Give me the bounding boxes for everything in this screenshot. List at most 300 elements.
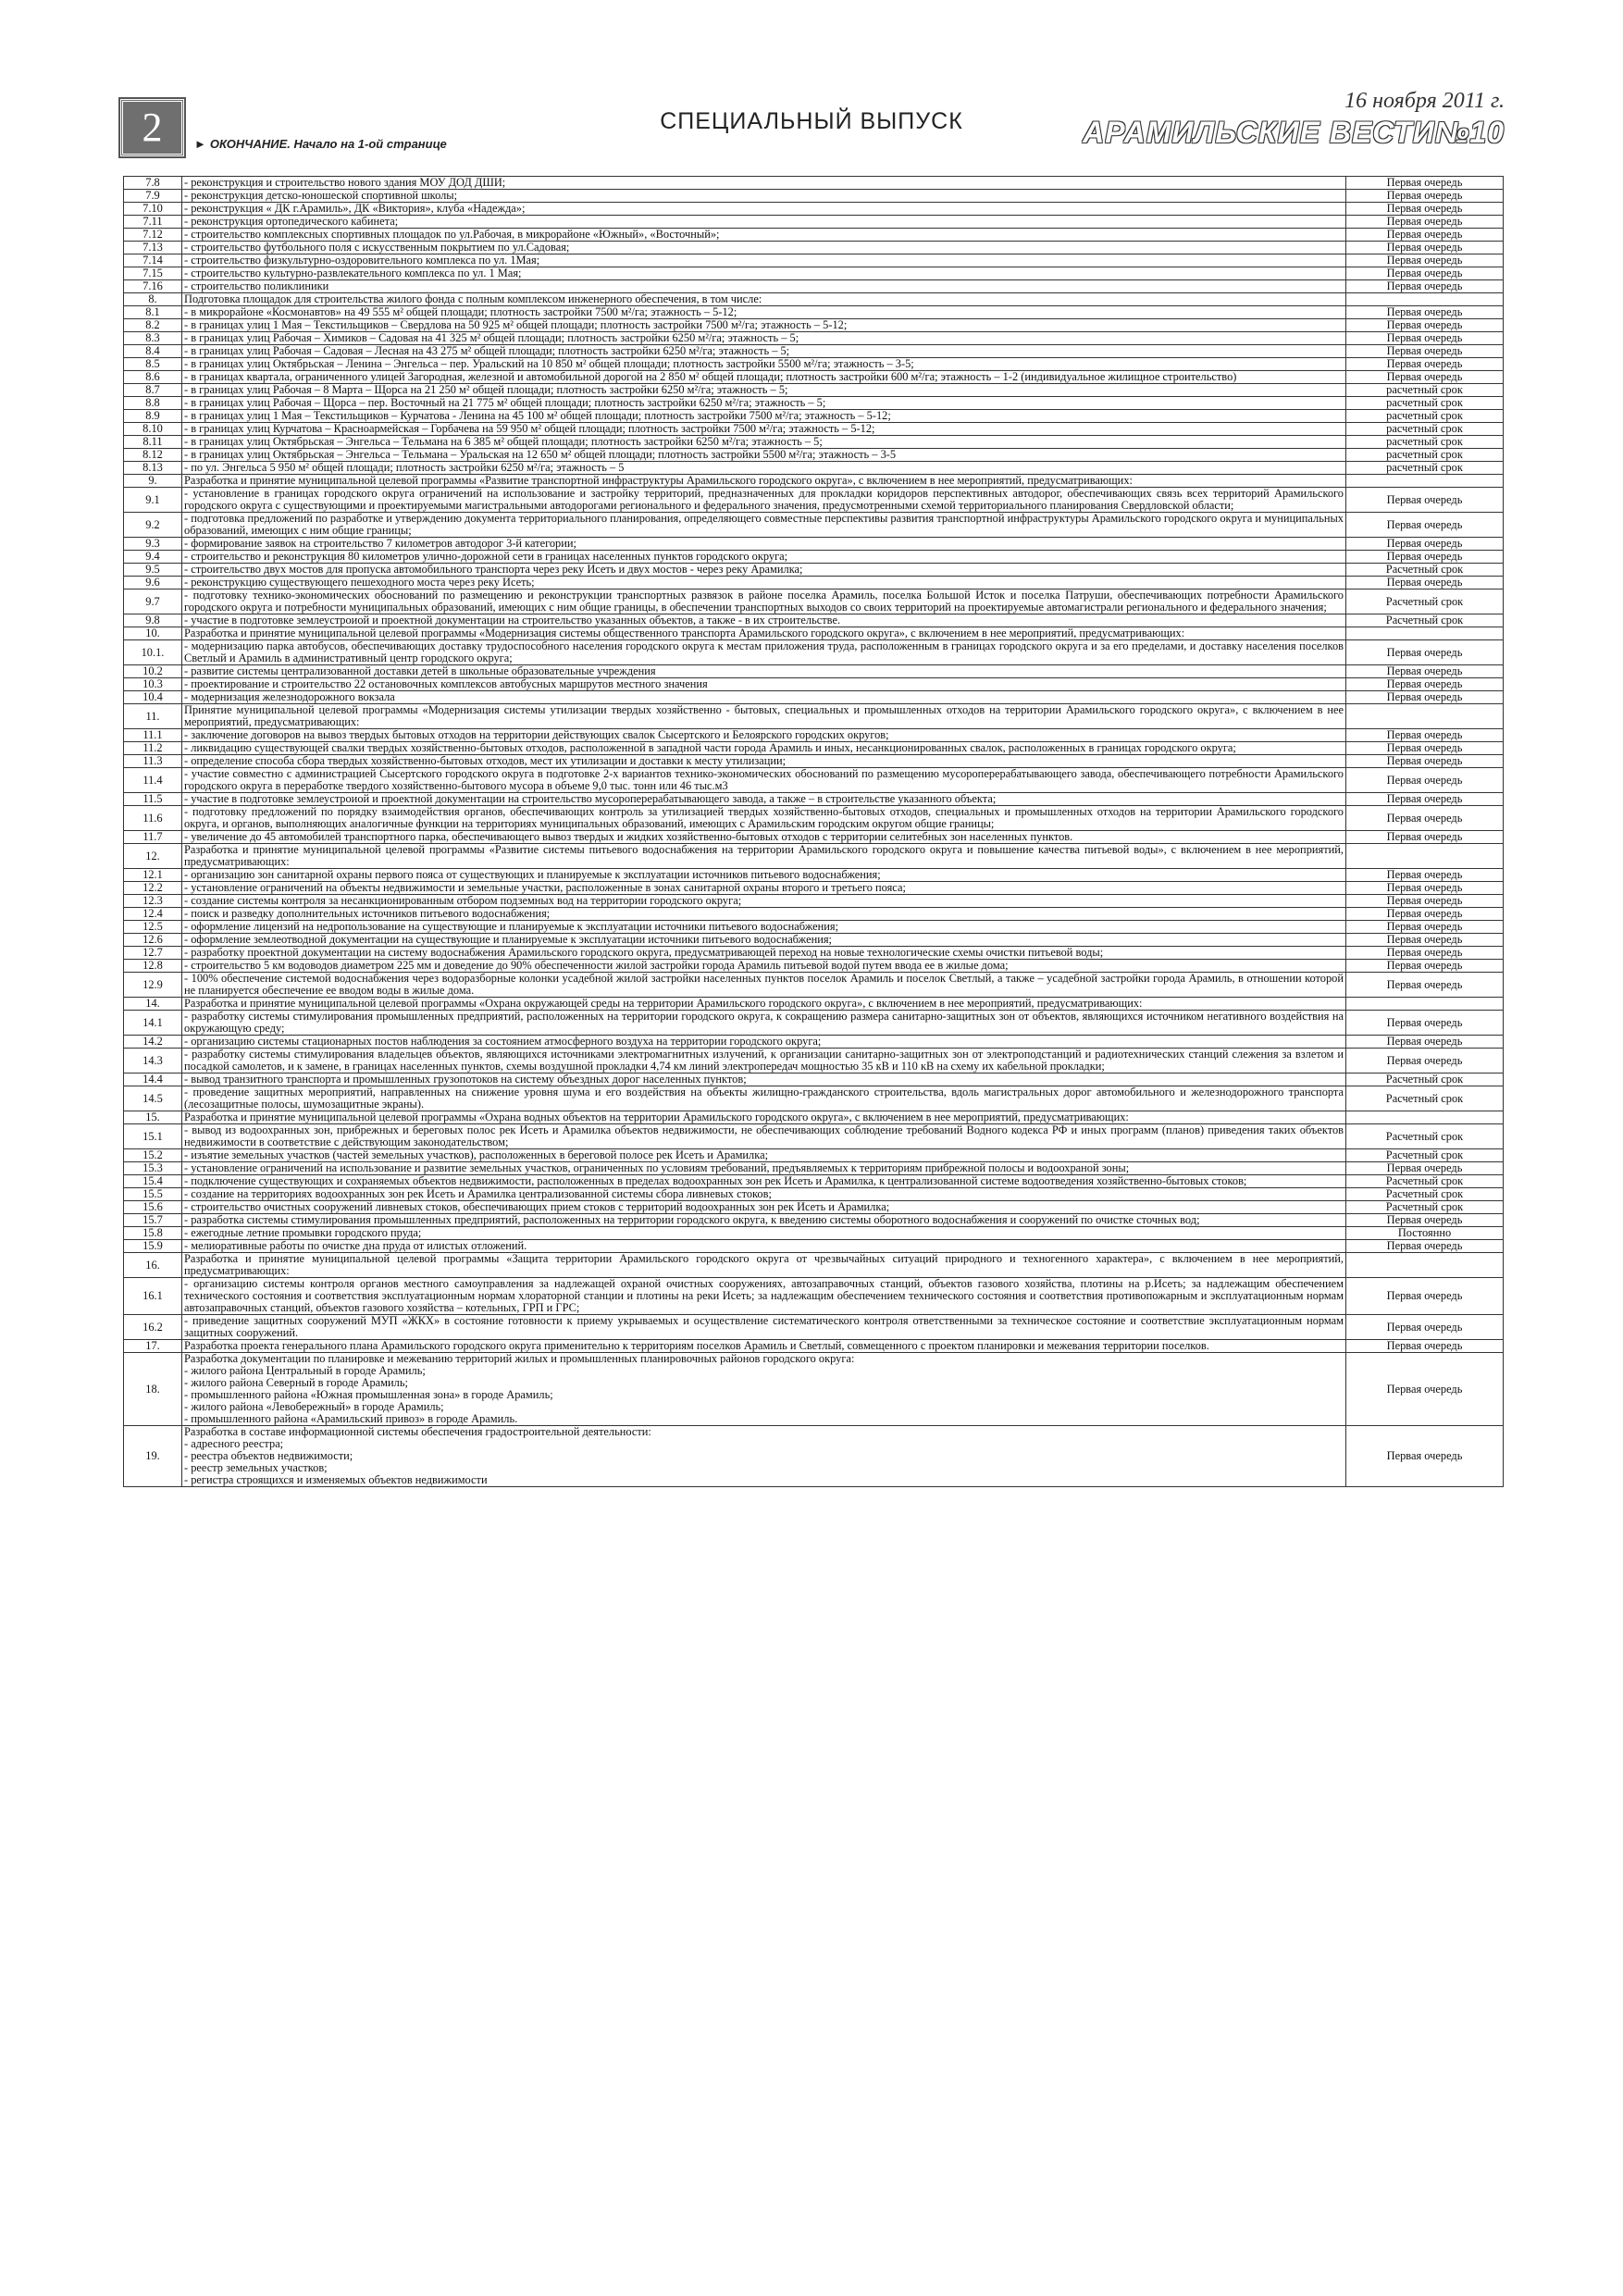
table-row [124, 1149, 1504, 1162]
row-term: Первая очередь [1346, 358, 1504, 371]
table-row [124, 345, 1504, 358]
row-term: расчетный срок [1346, 462, 1504, 475]
table-row [124, 397, 1504, 410]
row-text: - строительство очистных сооружений ливневых стоков, обеспечивающих прием стоков с территорий водоохранных зон рек Исеть и Арамилка; [182, 1201, 1346, 1214]
issue-title: СПЕЦИАЛЬНЫЙ ВЫПУСК [660, 108, 963, 134]
row-term: Расчетный срок [1346, 590, 1504, 614]
row-text: - в границах улиц Октябрьская – Ленина – Энгельса – пер. Уральский на 10 850 м² общей площади; плотность застройки 5500 м²/га; этажность – 3-5; [182, 358, 1346, 371]
row-text: - в границах улиц Октябрьская – Энгельса – Тельмана – Уральская на 12 650 м² общей площади; плотность застройки 5500 м²/га; этажность – 3-5 [182, 449, 1346, 462]
row-text: - создание на территориях водоохранных зон рек Исеть и Арамилка централизованной системы сбора ливневых стоков; [182, 1188, 1346, 1201]
row-term: Первая очередь [1346, 908, 1504, 921]
row-text: - вывод транзитного транспорта и промышленных грузопотоков на систему объездных дорог населенных пунктов; [182, 1074, 1346, 1086]
table-row [124, 844, 1504, 869]
row-number: 10.2 [124, 665, 182, 678]
row-number: 9.4 [124, 551, 182, 564]
row-term: Постоянно [1346, 1227, 1504, 1240]
row-text: - в границах улиц Курчатова – Красноармейская – Горбачева на 59 950 м² общей площади; плотность застройки 7500 м²/га; этажность – 5-12; [182, 423, 1346, 436]
row-text: - проведение защитных мероприятий, направленных на снижение уровня шума и его воздействия на объекты жилищно-гражданского строительства, вдоль магистральных дорог автомобильного и железнодорожного транспорта (лесозащитные полосы, шумозащитные экраны). [182, 1086, 1346, 1111]
row-number: 12.3 [124, 895, 182, 908]
table-row [124, 1253, 1504, 1278]
row-number: 12.8 [124, 960, 182, 973]
row-number: 10. [124, 627, 182, 640]
row-number: 10.3 [124, 678, 182, 691]
newspaper-title: АРАМИЛЬСКИЕ ВЕСТИ [1083, 116, 1435, 149]
row-text: - строительство комплексных спортивных площадок по ул.Рабочая, в микрорайоне «Южный», «Восточный»; [182, 229, 1346, 242]
row-term: Расчетный срок [1346, 1201, 1504, 1214]
row-number: 11.4 [124, 768, 182, 793]
row-text: - подготовку технико-экономических обоснований по размещению и реконструкции транспортных развязок в районе поселка Арамиль, поселка Большой Исток и поселка Патруши, обеспечивающих потребности Арамильского городского округа и потребности муниципальных образований, имеющих с ним общие границы, в обеспечении транспортных выходов со своих территорий на проектируемые автомагистрали регионального и федерального значения; [182, 590, 1346, 614]
row-number: 8. [124, 293, 182, 306]
row-term: Первая очередь [1346, 1214, 1504, 1227]
table-row [124, 488, 1504, 513]
row-text: - строительство 5 км водоводов диаметром 225 мм и доведение до 90% обеспеченности жилой застройки города Арамиль питьевой водой путем ввода ее в жилые дома; [182, 960, 1346, 973]
table-row [124, 423, 1504, 436]
row-term: расчетный срок [1346, 384, 1504, 397]
table-row [124, 293, 1504, 306]
row-text: - увеличение до 45 автомобилей транспортного парка, обеспечивающего вывоз твердых и жидких хозяйственно-бытовых отходов с территории селитебных зон населенных пунктов. [182, 831, 1346, 844]
issue-number: №10 [1434, 116, 1505, 149]
table-row [124, 678, 1504, 691]
row-number: 8.10 [124, 423, 182, 436]
row-term: Первая очередь [1346, 806, 1504, 831]
row-term: Первая очередь [1346, 513, 1504, 538]
row-number: 9.8 [124, 614, 182, 627]
row-number: 14.3 [124, 1049, 182, 1074]
row-term: Первая очередь [1346, 947, 1504, 960]
row-number: 7.9 [124, 190, 182, 203]
table-row [124, 254, 1504, 267]
row-term: Первая очередь [1346, 793, 1504, 806]
row-text: - подготовку предложений по порядку взаимодействия органов, обеспечивающих контроль за утилизацией твердых хозяйственно-бытовых отходов, специальных и промышленных отходов на территории Арамильского городского округа, и органов, выполняющих аналогичные функции на территориях муниципальных образований, имеющих с Арамильским городским округом общие границы; [182, 806, 1346, 831]
row-number: 7.10 [124, 203, 182, 216]
table-row [124, 513, 1504, 538]
row-term: Первая очередь [1346, 229, 1504, 242]
row-term: Первая очередь [1346, 755, 1504, 768]
row-text: - в границах улиц 1 Мая – Текстильщиков – Курчатова - Ленина на 45 100 м² общей площади; плотность застройки 7500 м²/га; этажность – 5-12; [182, 410, 1346, 423]
table-row [124, 729, 1504, 742]
row-term: Первая очередь [1346, 691, 1504, 704]
row-text: Подготовка площадок для строительства жилого фонда с полным комплексом инженерного обеспечения, в том числе: [182, 293, 1346, 306]
row-number: 7.16 [124, 280, 182, 293]
row-number: 15.6 [124, 1201, 182, 1214]
row-number: 15.5 [124, 1188, 182, 1201]
table-row [124, 614, 1504, 627]
row-term: расчетный срок [1346, 410, 1504, 423]
row-number: 11.5 [124, 793, 182, 806]
row-text: - строительство культурно-развлекательного комплекса по ул. 1 Мая; [182, 267, 1346, 280]
page-number: 2 [120, 99, 184, 156]
table-row [124, 1086, 1504, 1111]
table-row [124, 882, 1504, 895]
row-term: Первая очередь [1346, 742, 1504, 755]
table-row [124, 242, 1504, 254]
table-row [124, 1278, 1504, 1315]
row-term: Расчетный срок [1346, 614, 1504, 627]
row-text: - модернизацию парка автобусов, обеспечивающих доставку трудоспособного населения городского округа к местам приложения труда, расположенным в границах городского округа и за его пределами, и доставку населения поселков Светлый и Арамиль в административный центр городского округа; [182, 640, 1346, 665]
row-term: Первая очередь [1346, 1426, 1504, 1487]
row-number: 12.5 [124, 921, 182, 934]
row-text: - по ул. Энгельса 5 950 м² общей площади; плотность застройки 6250 м²/га; этажность – 5 [182, 462, 1346, 475]
table-row [124, 1074, 1504, 1086]
table-row [124, 203, 1504, 216]
table-row [124, 371, 1504, 384]
row-text: - подготовка предложений по разработке и утверждению документа территориального планирования, определяющего совместные перспективы развития транспортной инфраструктуры Арамильского городского округа и муниципальных образований, имеющих с ним общие границы; [182, 513, 1346, 538]
row-text: - разработку системы стимулирования промышленных предприятий, расположенных на территории городского округа, к сокращению размера санитарно-защитных зон от объектов, являющихся источником негативного воздействия на окружающую среду; [182, 1011, 1346, 1036]
row-term: Первая очередь [1346, 577, 1504, 590]
row-number: 11.3 [124, 755, 182, 768]
table-row [124, 691, 1504, 704]
table-row [124, 410, 1504, 423]
row-number: 17. [124, 1340, 182, 1353]
row-number: 18. [124, 1353, 182, 1426]
row-term: Первая очередь [1346, 895, 1504, 908]
row-text: - разработка системы стимулирования промышленных предприятий, расположенных на территории городского округа, к введению системы оборотного водоснабжения и сооружений по очистке сточных вод; [182, 1214, 1346, 1227]
row-text: - реконструкция и строительство нового здания МОУ ДОД ДШИ; [182, 177, 1346, 190]
table-row [124, 358, 1504, 371]
row-number: 12. [124, 844, 182, 869]
table-row [124, 319, 1504, 332]
row-term: Первая очередь [1346, 1049, 1504, 1074]
table-row [124, 384, 1504, 397]
table-row [124, 1124, 1504, 1149]
row-term: Первая очередь [1346, 882, 1504, 895]
row-term: расчетный срок [1346, 423, 1504, 436]
row-number: 15.8 [124, 1227, 182, 1240]
row-term: расчетный срок [1346, 449, 1504, 462]
row-text: - проектирование и строительство 22 остановочных комплексов автобусных маршрутов местного значения [182, 678, 1346, 691]
newspaper-name [1083, 116, 1505, 150]
row-term: Расчетный срок [1346, 1074, 1504, 1086]
row-number: 12.1 [124, 869, 182, 882]
row-text: - модернизация железнодорожного вокзала [182, 691, 1346, 704]
row-text: - заключение договоров на вывоз твердых бытовых отходов на территории действующих свалок Сысертского и Белоярского городских округов; [182, 729, 1346, 742]
row-number: 19. [124, 1426, 182, 1487]
row-term: Первая очередь [1346, 1162, 1504, 1175]
row-number: 9.3 [124, 538, 182, 551]
masthead [1083, 89, 1505, 150]
row-number: 12.9 [124, 973, 182, 998]
row-text: - строительство футбольного поля с искусственным покрытием по ул.Садовая; [182, 242, 1346, 254]
row-number: 8.3 [124, 332, 182, 345]
row-term: Первая очередь [1346, 345, 1504, 358]
row-term: Первая очередь [1346, 665, 1504, 678]
row-text: - реконструкцию существующего пешеходного моста через реку Исеть; [182, 577, 1346, 590]
row-text: - строительство и реконструкция 80 километров улично-дорожной сети в границах населенных пунктов городского округа; [182, 551, 1346, 564]
row-number: 11. [124, 704, 182, 729]
row-number: 9.2 [124, 513, 182, 538]
table-row [124, 704, 1504, 729]
row-number: 15.7 [124, 1214, 182, 1227]
row-text: - в границах улиц Октябрьская – Энгельса – Тельмана на 6 385 м² общей площади; плотность застройки 6250 м²/га; этажность – 5; [182, 436, 1346, 449]
row-number: 8.9 [124, 410, 182, 423]
table-row [124, 538, 1504, 551]
row-number: 11.6 [124, 806, 182, 831]
row-number: 15.9 [124, 1240, 182, 1253]
table-row [124, 947, 1504, 960]
table-row [124, 1315, 1504, 1340]
row-text: - строительство двух мостов для пропуска автомобильного транспорта через реку Исеть и двух мостов - через реку Арамилка; [182, 564, 1346, 577]
row-text: - разработку системы стимулирования владельцев объектов, являющихся источниками электромагнитных излучений, к организации санитарно-защитных зон от электроподстанций и радиотехнических станций слежения за взлетом и посадкой самолетов, и к замене, в границах населенных пунктов, схемы воздушной прокладки 4,74 км линий электропередач мощностью 35 кВ и 110 кВ на схему их кабельной прокладки; [182, 1049, 1346, 1074]
table-row [124, 436, 1504, 449]
table-row [124, 895, 1504, 908]
table-row [124, 960, 1504, 973]
row-number: 9. [124, 475, 182, 488]
row-text: - поиск и разведку дополнительных источников питьевого водоснабжения; [182, 908, 1346, 921]
row-term [1346, 1253, 1504, 1278]
row-number: 10.4 [124, 691, 182, 704]
row-text: Разработка проекта генерального плана Арамильского городского округа применительно к территориям поселков Арамиль и Светлый, совмещенного с проектом планировки и межевания территории поселков. [182, 1340, 1346, 1353]
row-term: Первая очередь [1346, 729, 1504, 742]
row-term: Расчетный срок [1346, 1149, 1504, 1162]
row-text: - формирование заявок на строительство 7 километров автодорог 3-й категории; [182, 538, 1346, 551]
row-text: - оформление лицензий на недропользование на существующие и планируемые к эксплуатации источники питьевого водоснабжения; [182, 921, 1346, 934]
table-row [124, 921, 1504, 934]
table-row [124, 755, 1504, 768]
row-text: - в границах улиц Рабочая – 8 Марта – Щорса на 21 250 м² общей площади; плотность застройки 6250 м²/га; этажность – 5; [182, 384, 1346, 397]
row-number: 14.2 [124, 1036, 182, 1049]
row-term: Первая очередь [1346, 831, 1504, 844]
row-number: 9.1 [124, 488, 182, 513]
table-row [124, 998, 1504, 1011]
row-number: 16. [124, 1253, 182, 1278]
row-number: 15.4 [124, 1175, 182, 1188]
row-term: Первая очередь [1346, 1036, 1504, 1049]
row-number: 8.13 [124, 462, 182, 475]
row-text: Принятие муниципальной целевой программы «Модернизация системы утилизации твердых хозяйственно - бытовых, специальных и промышленных отходов на территории Арамильского городского округа», с включением в нее мероприятий, предусматривающих: [182, 704, 1346, 729]
row-term: Первая очередь [1346, 934, 1504, 947]
row-term: Первая очередь [1346, 177, 1504, 190]
row-term: Первая очередь [1346, 1278, 1504, 1315]
row-text: - реконструкция детско-юношеской спортивной школы; [182, 190, 1346, 203]
table-row [124, 1036, 1504, 1049]
row-term: Первая очередь [1346, 190, 1504, 203]
row-number: 7.13 [124, 242, 182, 254]
table-row [124, 1111, 1504, 1124]
row-text: - в границах улиц Рабочая – Садовая – Лесная на 43 275 м² общей площади; плотность застройки 6250 м²/га; этажность – 5; [182, 345, 1346, 358]
row-text: - в границах квартала, ограниченного улицей Загородная, железной и автомобильной дорогой на 2 850 м² общей площади; плотность застройки 600 м²/га; этажность – 1-2 (индивидуальное жилищное строительство) [182, 371, 1346, 384]
row-number: 10.1. [124, 640, 182, 665]
row-number: 12.2 [124, 882, 182, 895]
row-text: - ежегодные летние промывки городского пруда; [182, 1227, 1346, 1240]
table-row [124, 564, 1504, 577]
table-row [124, 462, 1504, 475]
table-row [124, 768, 1504, 793]
row-number: 8.12 [124, 449, 182, 462]
row-number: 7.14 [124, 254, 182, 267]
row-text: - установление ограничений на объекты недвижимости и земельные участки, расположенные в зонах санитарной охраны второго и третьего пояса; [182, 882, 1346, 895]
row-term: Первая очередь [1346, 551, 1504, 564]
table-row [124, 177, 1504, 190]
row-number: 8.6 [124, 371, 182, 384]
row-term: Расчетный срок [1346, 1124, 1504, 1149]
row-text: - организацию системы контроля органов местного самоуправления за надлежащей охраной очистных сооружениях, автозаправочных станций, объектов газового хозяйства, плотины на р.Исеть; за надлежащим обеспечением технического состояния и соответствия эксплуатационным нормам хлораторной станции и плотины на реки Исеть; за надлежащим обеспечением технического состояния и соответствия противопожарным и эксплуатационным нормам автозаправочных станций, объектов газового хозяйства – котельных, ГРП и ГРС; [182, 1278, 1346, 1315]
row-number: 8.8 [124, 397, 182, 410]
row-text: - подключение существующих и сохраняемых объектов недвижимости, расположенных в пределах водоохранных зон рек Исеть и Арамилка, к централизованной системе водоотведения хозяйственно-бытовых стоков; [182, 1175, 1346, 1188]
row-text: - строительство поликлиники [182, 280, 1346, 293]
row-term: Расчетный срок [1346, 1175, 1504, 1188]
row-text: - участие в подготовке землеустроиой и проектной документации на строительство указанных объектов, а также - в их строительстве. [182, 614, 1346, 627]
row-text: - участие совместно с администрацией Сысертского городского округа в подготовке 2-х вариантов технико-экономических обоснований по размещению мусороперерабатывающего завода, обеспечивающего потребности Арамильского городского округа в переработке твердого хозяйственно-бытового мусора в объеме 9,0 тыс. тонн или 46 тыс.м3 [182, 768, 1346, 793]
row-number: 9.7 [124, 590, 182, 614]
row-term [1346, 293, 1504, 306]
row-term: Первая очередь [1346, 1240, 1504, 1253]
row-text: - ликвидацию существующей свалки твердых хозяйственно-бытовых отходов, расположенной в западной части города Арамиль и иных, несанкционированных свалок, расположенных в границах городского округа; [182, 742, 1346, 755]
row-text: Разработка документации по планировке и межеванию территорий жилых и промышленных планировочных районов городского округа: - жилого района Центральный в городе Арамиль; - жилого района Северный в городе Арамиль; - промышленного района «Южная промышленная зона» в городе Арамиль; - жилого района «Левобережный» в городе Арамиль; - промышленного района «Арамильский привоз» в городе Арамиль. [182, 1353, 1346, 1426]
row-text: - строительство физкультурно-оздоровительного комплекса по ул. 1Мая; [182, 254, 1346, 267]
row-term: Первая очередь [1346, 1315, 1504, 1340]
row-number: 15.1 [124, 1124, 182, 1149]
row-number: 16.1 [124, 1278, 182, 1315]
row-term [1346, 998, 1504, 1011]
row-number: 11.2 [124, 742, 182, 755]
row-term: Первая очередь [1346, 488, 1504, 513]
row-term [1346, 844, 1504, 869]
row-text: Разработка и принятие муниципальной целевой программы «Охрана водных объектов на территории Арамильского городского округа», с включением в нее мероприятий, предусматривающих: [182, 1111, 1346, 1124]
row-number: 7.15 [124, 267, 182, 280]
row-number: 8.5 [124, 358, 182, 371]
row-term: Первая очередь [1346, 203, 1504, 216]
row-term: Первая очередь [1346, 371, 1504, 384]
table-row [124, 665, 1504, 678]
row-term: Первая очередь [1346, 280, 1504, 293]
row-term: Первая очередь [1346, 768, 1504, 793]
row-term: Первая очередь [1346, 973, 1504, 998]
table-row [124, 216, 1504, 229]
table-row [124, 1201, 1504, 1214]
measures-table [123, 176, 1504, 1487]
table-row [124, 1162, 1504, 1175]
row-text: - изъятие земельных участков (частей земельных участков), расположенных в береговой полосе рек Исеть и Арамилка; [182, 1149, 1346, 1162]
table-row [124, 1175, 1504, 1188]
row-term: Первая очередь [1346, 678, 1504, 691]
row-number: 11.7 [124, 831, 182, 844]
row-term: Расчетный срок [1346, 564, 1504, 577]
row-text: - оформление землеотводной документации на существующие и планируемые к эксплуатации источники питьевого водоснабжения; [182, 934, 1346, 947]
row-term: Первая очередь [1346, 960, 1504, 973]
row-number: 9.6 [124, 577, 182, 590]
row-number: 12.6 [124, 934, 182, 947]
row-term [1346, 627, 1504, 640]
row-text: Разработка и принятие муниципальной целевой программы «Развитие системы питьевого водоснабжения на территории Арамильского городского округа и повышение качества питьевой воды», с включением в нее мероприятий, предусматривающих: [182, 844, 1346, 869]
continued-text: ОКОНЧАНИЕ. Начало на 1-ой странице [209, 137, 447, 151]
table-row [124, 806, 1504, 831]
table-row [124, 1214, 1504, 1227]
row-text: - мелиоративные работы по очистке дна пруда от илистых отложений. [182, 1240, 1346, 1253]
table-row [124, 1188, 1504, 1201]
row-term: Первая очередь [1346, 640, 1504, 665]
table-row [124, 1227, 1504, 1240]
row-number: 12.7 [124, 947, 182, 960]
row-number: 9.5 [124, 564, 182, 577]
row-term: Расчетный срок [1346, 1086, 1504, 1111]
row-number: 11.1 [124, 729, 182, 742]
table-row [124, 869, 1504, 882]
table-row [124, 742, 1504, 755]
row-number: 14. [124, 998, 182, 1011]
row-text: - 100% обеспечение системой водоснабжения через водоразборные колонки усадебной жилой застройки населенных пунктов поселок Арамиль и поселок Светлый, а также – усадебной застройки города Арамиль, в отношении которой не планируется обеспечение ее вводом воды в жилые дома. [182, 973, 1346, 998]
table-row [124, 1049, 1504, 1074]
row-term [1346, 1111, 1504, 1124]
row-text: - разработку проектной документации на систему водоснабжения Арамильского городского округа, предусматривающей переход на новые технологические схемы очистки питьевой воды; [182, 947, 1346, 960]
table-row [124, 1353, 1504, 1426]
table-row [124, 1426, 1504, 1487]
row-term: Первая очередь [1346, 242, 1504, 254]
row-number: 7.12 [124, 229, 182, 242]
row-term: Первая очередь [1346, 538, 1504, 551]
table-row [124, 267, 1504, 280]
row-term: расчетный срок [1346, 397, 1504, 410]
table-row [124, 908, 1504, 921]
table-row [124, 1340, 1504, 1353]
row-text: - установление в границах городского округа ограничений на использование и застройку территорий, предназначенных для прокладки коридоров перспективных автодорог, обеспечивающих связь всех территорий Арамильского городского округа с существующими и проектируемыми магистральными автодорогами регионального и федерального значения, предусмотренными схемой территориального планирования Свердловской области; [182, 488, 1346, 513]
row-number: 8.2 [124, 319, 182, 332]
row-term: Первая очередь [1346, 332, 1504, 345]
row-text: - создание системы контроля за несанкционированным отбором подземных вод на территории городского округа; [182, 895, 1346, 908]
table-row [124, 973, 1504, 998]
row-number: 8.7 [124, 384, 182, 397]
table-row [124, 306, 1504, 319]
row-text: - приведение защитных сооружений МУП «ЖКХ» в состояние готовности к приему укрываемых и осуществление систематического контроля ответственными за техническое состояние и соответствие эксплуатационным нормам защитных сооружений. [182, 1315, 1346, 1340]
row-number: 12.4 [124, 908, 182, 921]
row-text: - развитие системы централизованной доставки детей в школьные образовательные учреждения [182, 665, 1346, 678]
row-number: 14.1 [124, 1011, 182, 1036]
arrow-right-icon: ► [194, 137, 206, 151]
row-text: - в границах улиц Рабочая – Щорса – пер. Восточный на 21 775 м² общей площади; плотность застройки 6250 м²/га; этажность – 5; [182, 397, 1346, 410]
row-term: Первая очередь [1346, 216, 1504, 229]
row-number: 14.5 [124, 1086, 182, 1111]
row-text: - реконструкция ортопедического кабинета; [182, 216, 1346, 229]
table-row [124, 577, 1504, 590]
row-number: 8.1 [124, 306, 182, 319]
row-term: Первая очередь [1346, 1011, 1504, 1036]
row-text: - реконструкция « ДК г.Арамиль», ДК «Виктория», клуба «Надежда»; [182, 203, 1346, 216]
row-text: - в границах улиц 1 Мая – Текстильщиков – Свердлова на 50 925 м² общей площади; плотность застройки 7500 м²/га; этажность – 5-12; [182, 319, 1346, 332]
row-text: Разработка и принятие муниципальной целевой программы «Защита территории Арамильского городского округа от чрезвычайных ситуаций природного и техногенного характера», с включением в нее мероприятий, предусматривающих: [182, 1253, 1346, 1278]
table-row [124, 627, 1504, 640]
row-text: - участие в подготовке землеустроиой и проектной документации на строительство мусороперерабатывающего завода, а также – в строительстве указанного объекта; [182, 793, 1346, 806]
row-term: Первая очередь [1346, 267, 1504, 280]
table-row [124, 280, 1504, 293]
row-text: - в микрорайоне «Космонавтов» на 49 555 м² общей площади; плотность застройки 7500 м²/га; этажность – 5-12; [182, 306, 1346, 319]
row-term: Первая очередь [1346, 254, 1504, 267]
row-number: 7.8 [124, 177, 182, 190]
row-term: Первая очередь [1346, 1340, 1504, 1353]
row-term: Первая очередь [1346, 306, 1504, 319]
row-number: 8.11 [124, 436, 182, 449]
row-text: Разработка и принятие муниципальной целевой программы «Охрана окружающей среды на территории Арамильского городского округа», с включением в нее мероприятий, предусматривающих: [182, 998, 1346, 1011]
continued-note [194, 137, 447, 151]
row-text: - определение способа сбора твердых хозяйственно-бытовых отходов, мест их утилизации и доставки к месту утилизации; [182, 755, 1346, 768]
row-text: Разработка в составе информационной системы обеспечения градостроительной деятельности: - адресного реестра; - реестра объектов недвижимости; - реестр земельных участков; - регистра строящихся и изменяемых объектов недвижимости [182, 1426, 1346, 1487]
row-text: - вывод из водоохранных зон, прибрежных и береговых полос рек Исеть и Арамилка объектов недвижимости, не обеспечивающих соблюдение требований Водного кодекса РФ и иных программ (планов) приведения таких объектов недвижимости в соответствие с действующим законодательством; [182, 1124, 1346, 1149]
table-row [124, 475, 1504, 488]
row-term: Первая очередь [1346, 319, 1504, 332]
row-term [1346, 704, 1504, 729]
table-row [124, 1240, 1504, 1253]
row-number: 7.11 [124, 216, 182, 229]
table-row [124, 1011, 1504, 1036]
row-number: 15.2 [124, 1149, 182, 1162]
row-term: Первая очередь [1346, 921, 1504, 934]
table-row [124, 449, 1504, 462]
row-number: 15.3 [124, 1162, 182, 1175]
table-row [124, 831, 1504, 844]
row-term: расчетный срок [1346, 436, 1504, 449]
row-term: Первая очередь [1346, 1353, 1504, 1426]
row-number: 8.4 [124, 345, 182, 358]
row-term: Первая очередь [1346, 869, 1504, 882]
row-text: - в границах улиц Рабочая – Химиков – Садовая на 41 325 м² общей площади; плотность застройки 6250 м²/га; этажность – 5; [182, 332, 1346, 345]
